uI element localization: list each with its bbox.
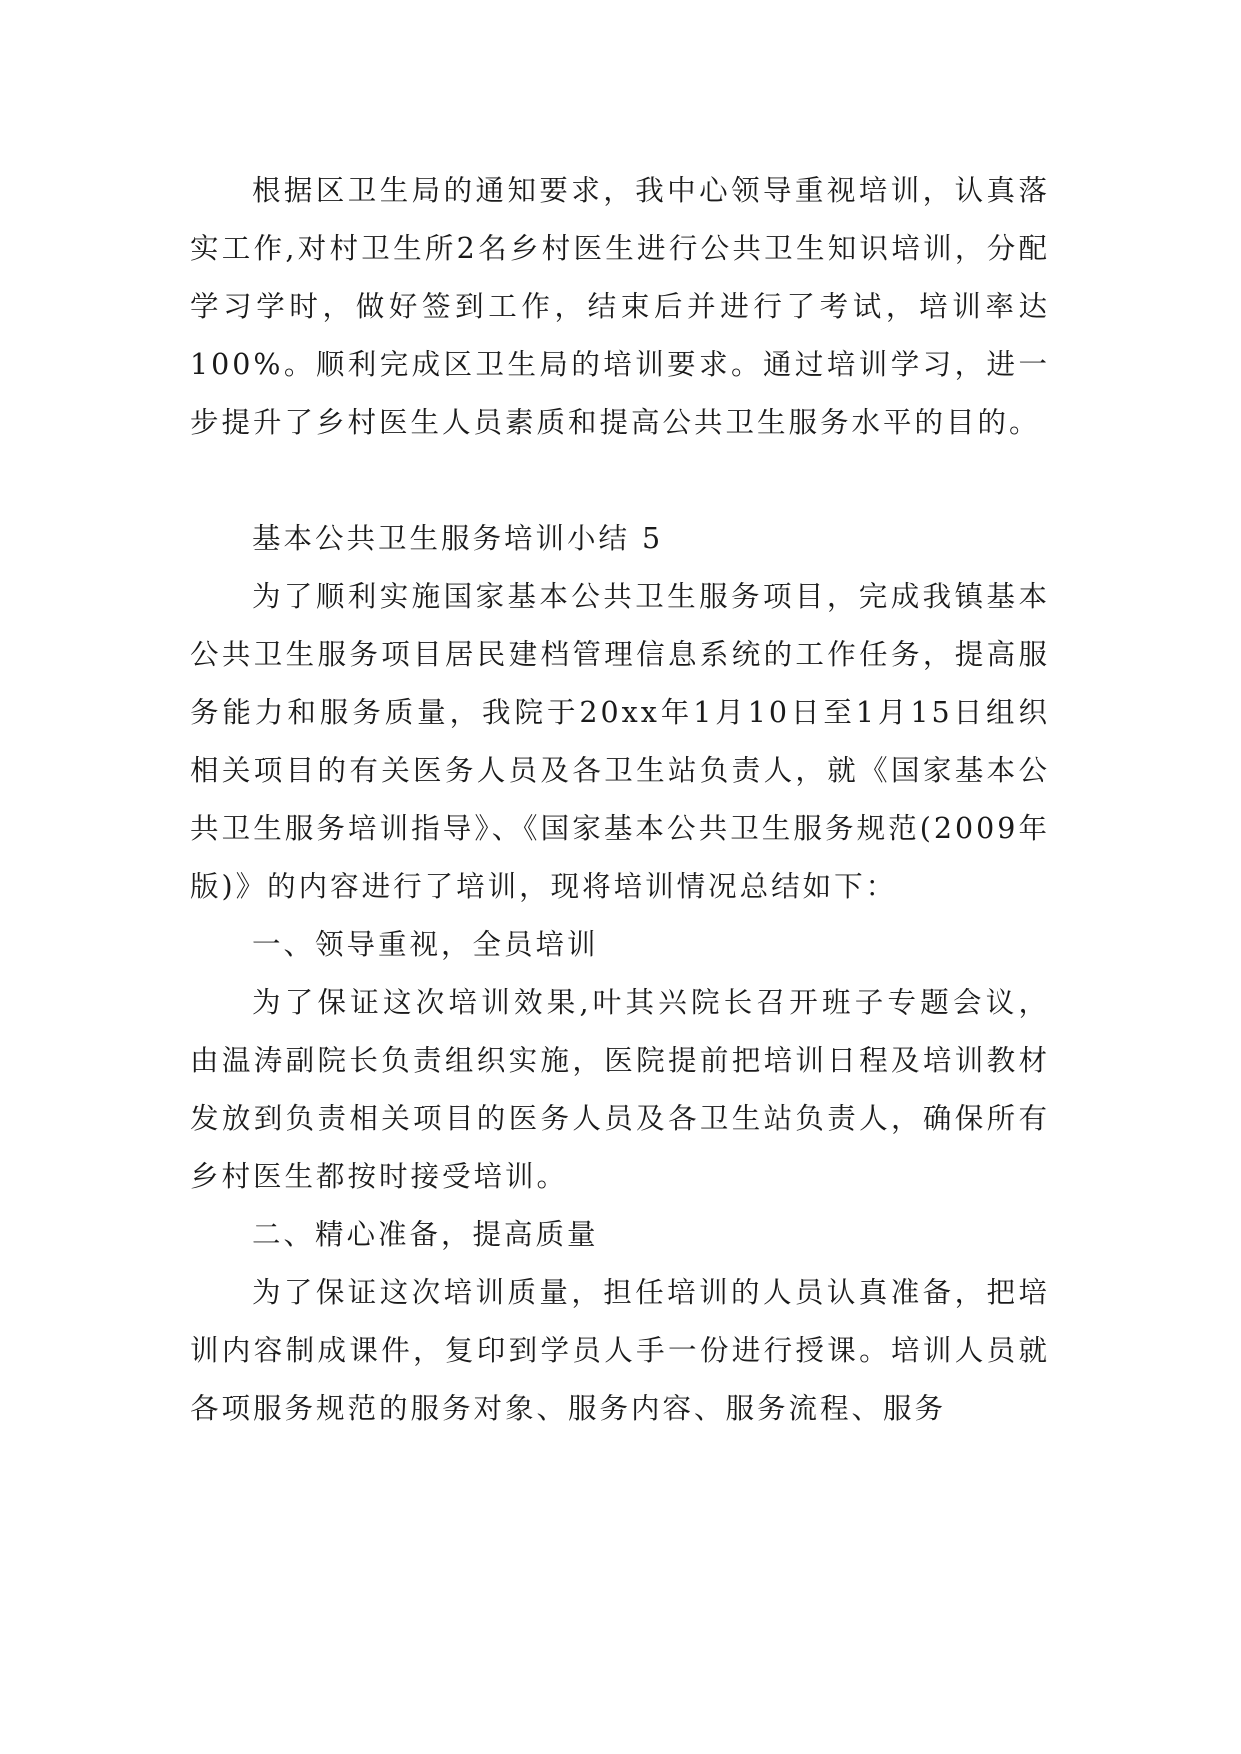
paragraph-overview: 为了顺利实施国家基本公共卫生服务项目，完成我镇基本公共卫生服务项目居民建档管理信息系统的工作任务，提高服务能力和服务质量，我院于20xx年1月10日至1月15日组织相关项目的有关医务人员及各卫生站负责人，就《国家基本公共卫生服务培训指导》、《国家基本公共卫生服务规范(2009年版)》的内容进行了培训，现将培训情况总结如下： [190, 580, 1050, 903]
heading-leadership: 一、领导重视，全员培训 [252, 928, 599, 961]
paragraph-preparation: 为了保证这次培训质量，担任培训的人员认真准备，把培训内容制成课件，复印到学员人手一份进行授课。培训人员就各项服务规范的服务对象、服务内容、服务流程、服务 [190, 1276, 1050, 1425]
paragraph-intro: 根据区卫生局的通知要求，我中心领导重视培训，认真落实工作,对村卫生所2名乡村医生进行公共卫生知识培训，分配学习学时，做好签到工作，结束后并进行了考试，培训率达100%。顺利完成区卫生局的培训要求。通过培训学习，进一步提升了乡村医生人员素质和提高公共卫生服务水平的目的。 [190, 174, 1050, 439]
paragraph-leadership: 为了保证这次培训效果,叶其兴院长召开班子专题会议，由温涛副院长负责组织实施，医院提前把培训日程及培训教材发放到负责相关项目的医务人员及各卫生站负责人，确保所有乡村医生都按时接受培训。 [190, 986, 1050, 1193]
document-body [190, 162, 1050, 1438]
heading-preparation: 二、精心准备，提高质量 [252, 1218, 599, 1251]
paragraph-spacer [190, 452, 1050, 510]
section-title: 基本公共卫生服务培训小结 5 [252, 522, 664, 555]
